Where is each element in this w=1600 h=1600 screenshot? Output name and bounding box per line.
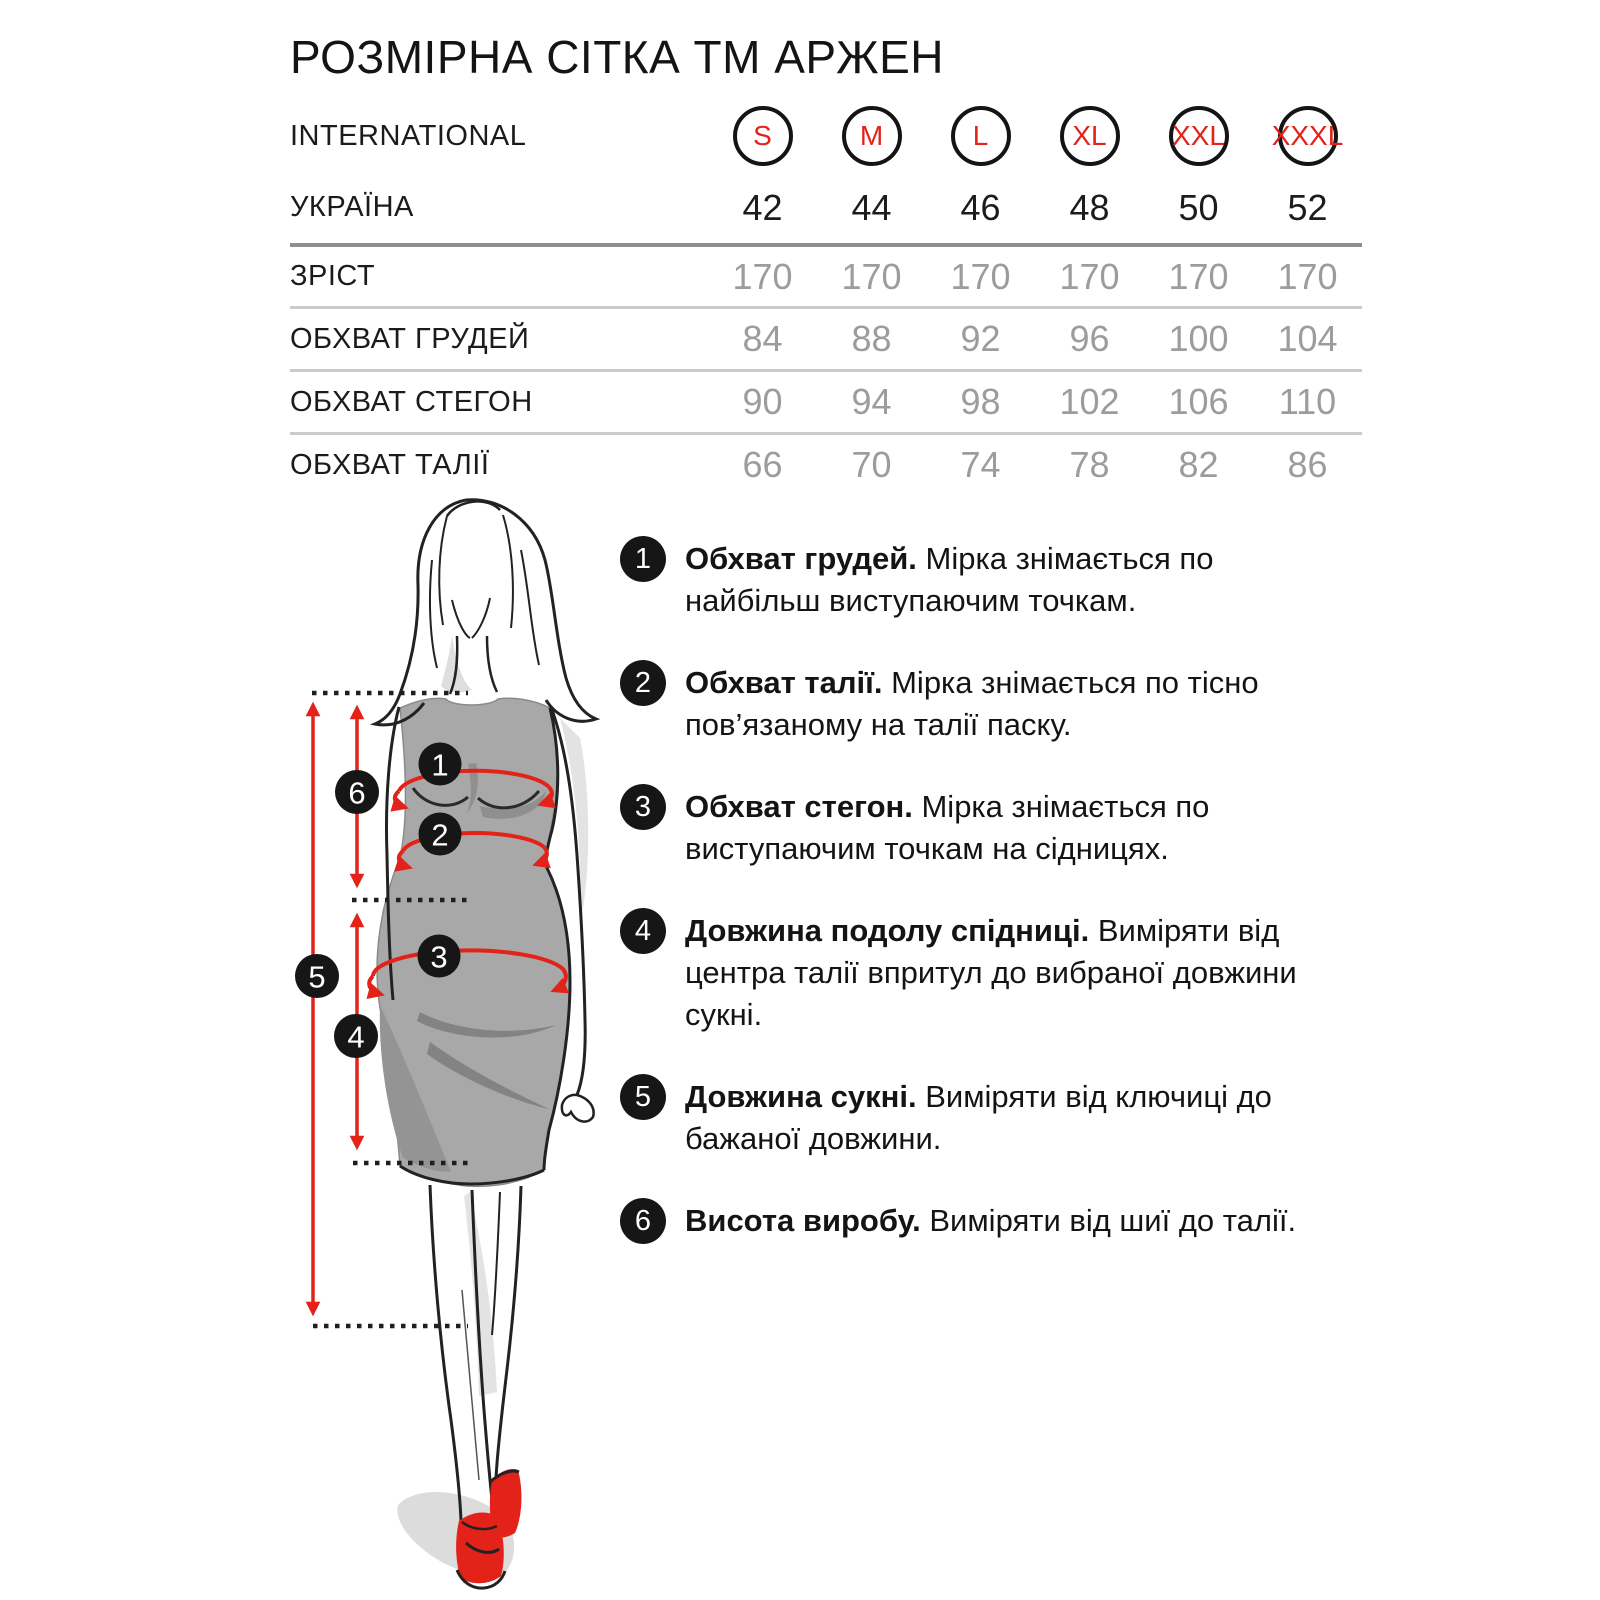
neck-line [487,636,497,692]
size-label: XXXL [1271,120,1344,151]
leg [492,1192,500,1335]
cell-value: 86 [1287,444,1328,485]
legend-item-5 [620,1076,1332,1160]
hair-strand [439,516,447,625]
size-circle-xxl [1144,100,1253,172]
legend-item-2 [620,662,1332,746]
ukraine-size: 44 [851,186,892,228]
cell-value: 98 [960,381,1001,422]
hair-strand [503,515,513,628]
row-label: ЗРІСТ [290,260,376,292]
size-label: M [859,120,884,151]
figure-marker-6: 6 [348,775,366,811]
legend-text: Мірка знімається по тісно пов’язаному на талії паску. [685,665,1259,742]
cell-value: 170 [950,255,1011,297]
leg [496,1186,521,1479]
cell-value: 106 [1168,381,1229,422]
legend-marker-3: 3 [620,784,666,830]
figure-marker-5: 5 [308,959,326,995]
cell-value: 70 [851,444,892,485]
size-label: L [972,120,989,151]
legend-marker-6: 6 [620,1198,666,1244]
cell-value: 110 [1278,381,1337,422]
size-circle-l [926,100,1035,172]
size-circle-s [708,100,817,172]
cell-value: 82 [1178,444,1219,485]
legend-marker-2: 2 [620,660,666,706]
figure-marker-1: 1 [431,747,449,783]
face [446,539,493,641]
cell-value: 66 [742,444,783,485]
legend-item-6 [620,1200,1332,1242]
legend-item-3 [620,786,1332,870]
legend-title: Довжина сукні. [685,1079,917,1114]
cell-value: 96 [1069,318,1110,359]
legend-text: Мірка знімається по виступаючим точкам на сідницях. [685,789,1210,866]
cell-value: 84 [742,318,783,359]
measurement-legend [620,538,1332,1282]
cell-value: 88 [851,318,892,359]
cell-value: 78 [1069,444,1110,485]
cell-value: 170 [1168,255,1229,297]
legend-marker-1: 1 [620,536,666,582]
hair-strand [430,560,437,668]
legend-text: Виміряти від центра талії впритул до вибраної довжини сукні. [685,913,1297,1032]
legend-title: Обхват талії. [685,665,883,700]
table-row-ukraine [290,172,1362,243]
legend-title: Довжина подолу спідниці. [685,913,1090,948]
ukraine-size: 52 [1287,186,1328,228]
table-row-hips [290,369,1362,432]
figure-marker-3: 3 [430,939,448,975]
size-circle-m [817,100,926,172]
legend-title: Обхват стегон. [685,789,913,824]
legend-title: Висота виробу. [685,1203,921,1238]
cell-value: 100 [1168,318,1229,359]
ukraine-size: 50 [1178,186,1219,228]
cell-value: 170 [1277,255,1338,297]
size-circle-xxxl [1253,100,1362,172]
size-circle-xl [1035,100,1144,172]
table-row-waist [290,432,1362,495]
size-label: XXL [1172,120,1225,151]
row-label: ОБХВАТ ТАЛІЇ [290,448,490,481]
legend-item-4 [620,910,1332,1036]
ukraine-size: 48 [1069,186,1110,228]
international-label: INTERNATIONAL [290,119,527,152]
cell-value: 170 [732,255,793,297]
legend-text: Виміряти від ключиці до бажаної довжини. [685,1079,1272,1156]
legend-title: Обхват грудей. [685,541,917,576]
cell-value: 170 [1059,255,1120,297]
cell-value: 90 [742,381,783,422]
size-label: S [753,120,772,151]
hand [562,1095,594,1122]
arc-tip [395,791,404,807]
figure-illustration [260,490,680,1600]
legend-item-1 [620,538,1332,622]
cell-value: 92 [960,318,1001,359]
legend-marker-5: 5 [620,1074,666,1120]
hair-strand [521,550,539,665]
table-row-height [290,243,1362,306]
row-label: ОБХВАТ СТЕГОН [290,385,533,418]
legend-marker-4: 4 [620,908,666,954]
table-row-bust [290,306,1362,369]
size-table [290,100,1362,495]
row-label: ОБХВАТ ГРУДЕЙ [290,322,530,355]
cell-value: 94 [851,381,892,422]
cell-value: 104 [1277,318,1338,359]
cell-value: 74 [960,444,1001,485]
size-label: XL [1072,120,1107,151]
ukraine-label: УКРАЇНА [290,191,414,223]
cell-value: 102 [1059,381,1120,422]
leg [430,1185,461,1521]
table-row-international [290,100,1362,172]
ukraine-size: 42 [742,186,783,228]
figure-marker-4: 4 [347,1019,365,1055]
cell-value: 170 [841,255,902,297]
legend-text: Мірка знімається по найбільш виступаючим точкам. [685,541,1214,618]
legend-text: Виміряти від шиї до талії. [929,1203,1297,1238]
figure-marker-2: 2 [431,817,449,853]
ukraine-size: 46 [960,186,1001,228]
page-title: РОЗМІРНА СІТКА ТМ АРЖЕН [290,31,944,83]
